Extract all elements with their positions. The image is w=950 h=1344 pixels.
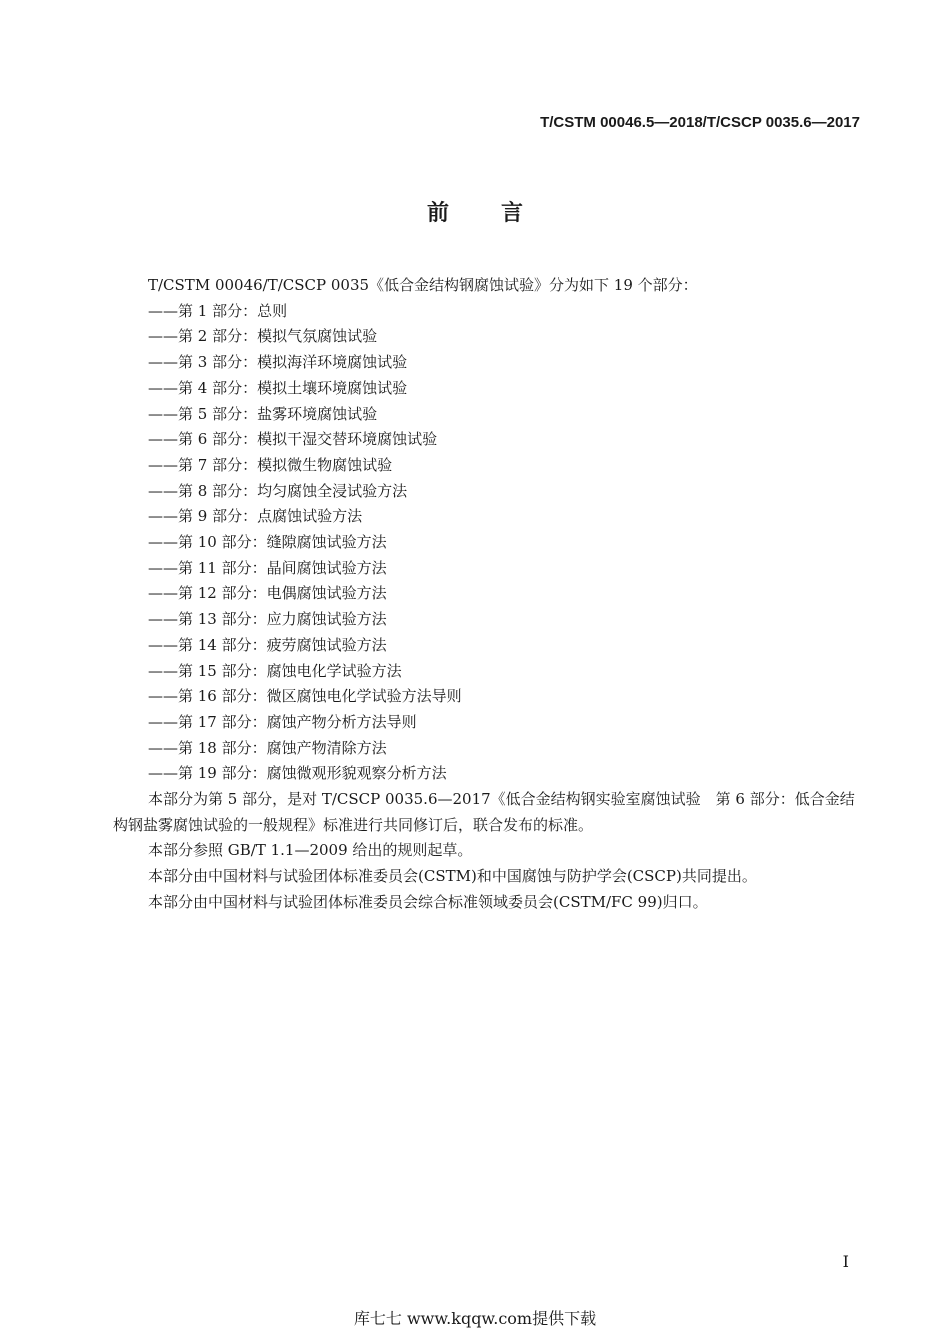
- list-item: ——第 13 部分：应力腐蚀试验方法: [148, 610, 387, 629]
- paragraph: 本部分参照 GB/T 1.1—2009 给出的规则起草。: [148, 841, 473, 860]
- list-item: ——第 12 部分：电偶腐蚀试验方法: [148, 584, 387, 603]
- footer-watermark: 库七七 www.kqqw.com提供下载: [353, 1309, 597, 1328]
- list-item: ——第 3 部分：模拟海洋环境腐蚀试验: [148, 353, 408, 372]
- list-item: ——第 15 部分：腐蚀电化学试验方法: [148, 661, 402, 680]
- paragraph: 本部分由中国材料与试验团体标准委员会(CSTM)和中国腐蚀与防护学会(CSCP)共同提出。: [148, 867, 757, 886]
- list-item: ——第 4 部分：模拟土壤环境腐蚀试验: [148, 378, 408, 397]
- parts-list: [113, 299, 860, 787]
- list-item: ——第 2 部分：模拟气氛腐蚀试验: [148, 327, 378, 346]
- list-item: ——第 14 部分：疲劳腐蚀试验方法: [148, 635, 387, 654]
- standard-code-header: T/CSTM 00046.5—2018/T/CSCP 0035.6—2017: [540, 114, 860, 131]
- list-item: ——第 10 部分：缝隙腐蚀试验方法: [148, 533, 387, 552]
- list-item: ——第 5 部分：盐雾环境腐蚀试验: [148, 404, 378, 423]
- list-item: ——第 9 部分：点腐蚀试验方法: [148, 507, 363, 526]
- list-item: ——第 16 部分：微区腐蚀电化学试验方法导则: [148, 687, 462, 706]
- list-item: ——第 7 部分：模拟微生物腐蚀试验: [148, 455, 393, 474]
- list-item: ——第 18 部分：腐蚀产物清除方法: [148, 738, 387, 757]
- list-item: ——第 6 部分：模拟干湿交替环境腐蚀试验: [148, 430, 438, 449]
- paragraphs: [113, 787, 860, 916]
- list-item: ——第 1 部分：总则: [148, 301, 288, 320]
- page-number: I: [842, 1252, 849, 1271]
- intro-paragraph: T/CSTM 00046/T/CSCP 0035《低合金结构钢腐蚀试验》分为如下 19 个部分：: [148, 276, 698, 294]
- paragraph: 本部分由中国材料与试验团体标准委员会综合标准领域委员会(CSTM/FC 99)归口。: [148, 892, 708, 911]
- page-title: 前言: [426, 201, 575, 226]
- list-item: ——第 8 部分：均匀腐蚀全浸试验方法: [148, 481, 408, 500]
- document-body: [113, 273, 860, 916]
- paragraph: 本部分为第 5 部分，是对 T/CSCP 0035.6—2017《低合金结构钢实验室腐蚀试验 第 6 部分：低合金结构钢盐雾腐蚀试验的一般规程》标准进行共同修订后，联合发布的标准。: [113, 790, 855, 834]
- list-item: ——第 17 部分：腐蚀产物分析方法导则: [148, 712, 417, 731]
- list-item: ——第 11 部分：晶间腐蚀试验方法: [148, 558, 387, 577]
- list-item: ——第 19 部分：腐蚀微观形貌观察分析方法: [148, 764, 447, 783]
